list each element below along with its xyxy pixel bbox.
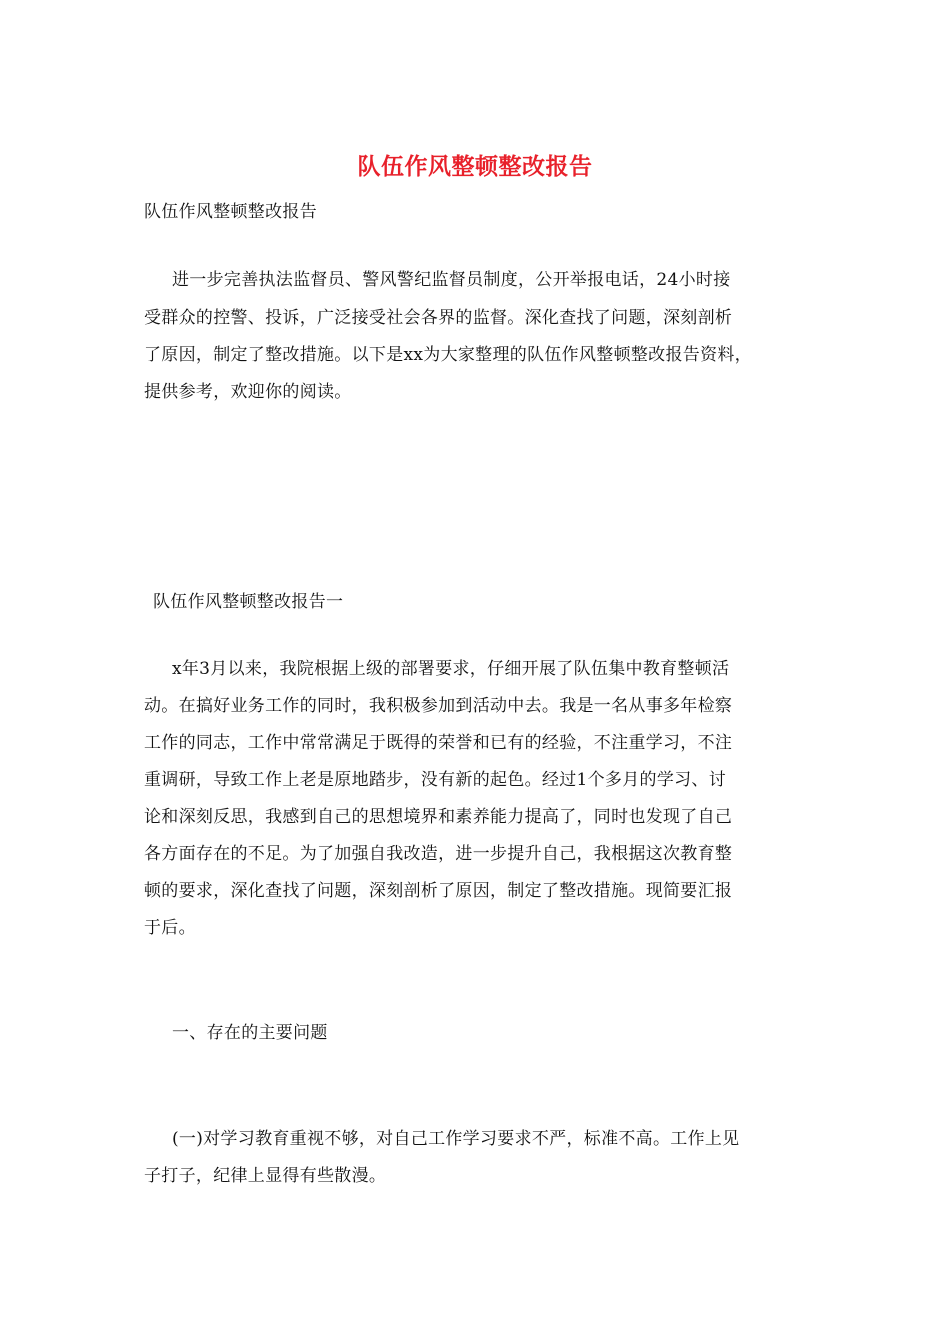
section1-line-8: 于后。 bbox=[144, 918, 196, 938]
section1-line-7: 顿的要求，深化查找了问题，深刻剖析了原因，制定了整改措施。现简要汇报 bbox=[144, 881, 733, 901]
document-title: 队伍作风整顿整改报告 bbox=[357, 153, 593, 180]
section1-line-5: 论和深刻反思，我感到自己的思想境界和素养能力提高了，同时也发现了自己 bbox=[144, 807, 733, 827]
intro-line-4: 提供参考，欢迎你的阅读。 bbox=[144, 382, 352, 402]
section1-line-2: 动。在搞好业务工作的同时，我积极参加到活动中去。我是一名从事多年检察 bbox=[144, 696, 733, 716]
section1-line-4: 重调研，导致工作上老是原地踏步，没有新的起色。经过1个多月的学习、讨 bbox=[144, 770, 727, 790]
section-heading-1: 队伍作风整顿整改报告一 bbox=[153, 592, 344, 612]
section1-line-1: x年3月以来，我院根据上级的部署要求，仔细开展了队伍集中教育整顿活 bbox=[172, 659, 730, 679]
problems-heading: 一、存在的主要问题 bbox=[172, 1023, 328, 1043]
problem1-line-1: (一)对学习教育重视不够，对自己工作学习要求不严，标准不高。工作上见 bbox=[172, 1129, 740, 1149]
section1-line-3: 工作的同志，工作中常常满足于既得的荣誉和已有的经验，不注重学习，不注 bbox=[144, 733, 733, 753]
intro-line-3: 了原因，制定了整改措施。以下是xx为大家整理的队伍作风整顿整改报告资料， bbox=[144, 345, 752, 365]
intro-line-1: 进一步完善执法监督员、警风警纪监督员制度，公开举报电话，24小时接 bbox=[172, 270, 731, 290]
section1-line-6: 各方面存在的不足。为了加强自我改造，进一步提升自己，我根据这次教育整 bbox=[144, 844, 733, 864]
problem1-line-2: 子打子，纪律上显得有些散漫。 bbox=[144, 1166, 387, 1186]
intro-line-2: 受群众的控警、投诉，广泛接受社会各界的监督。深化查找了问题，深刻剖析 bbox=[144, 308, 733, 328]
document-subtitle: 队伍作风整顿整改报告 bbox=[144, 202, 317, 222]
